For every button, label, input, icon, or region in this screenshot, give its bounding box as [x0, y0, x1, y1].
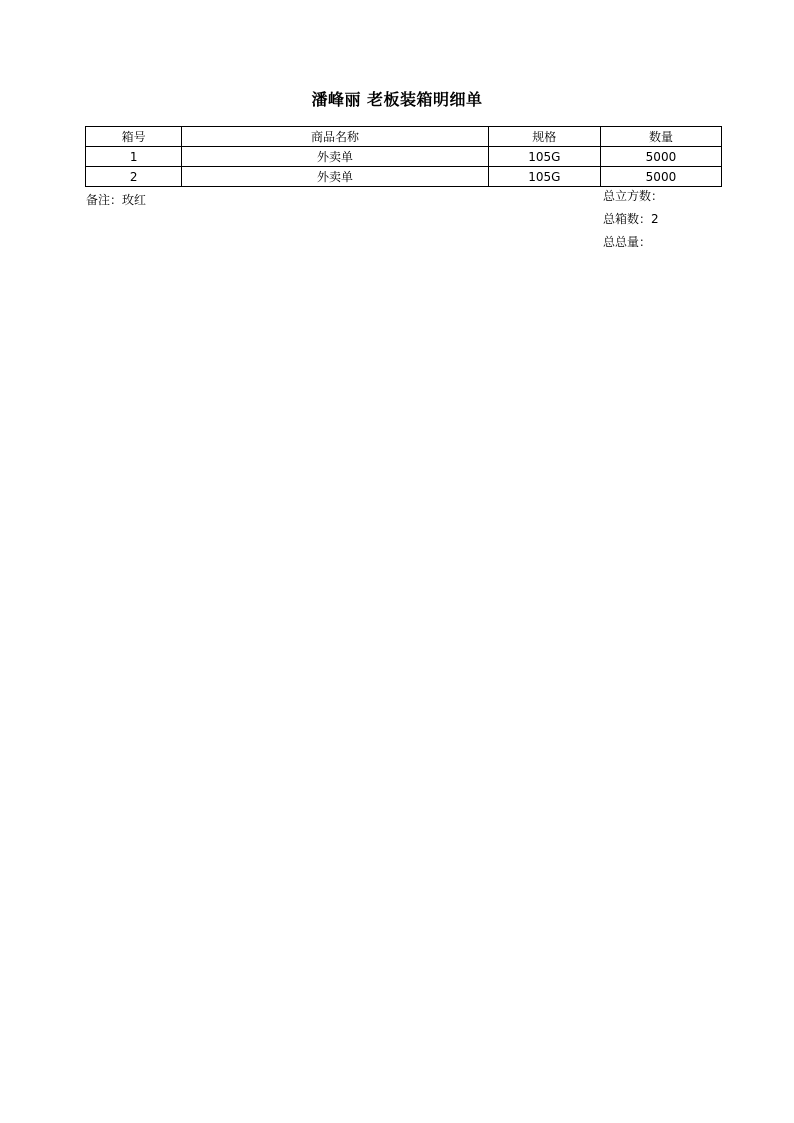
cell-quantity: 5000 [600, 147, 721, 167]
total-boxes: 总箱数：2 [603, 212, 659, 226]
packing-table [85, 126, 722, 187]
cell-spec: 105G [488, 167, 600, 187]
remark-note: 备注：玫红 [86, 193, 147, 207]
total-volume: 总立方数： [603, 189, 664, 203]
table-row [86, 147, 722, 167]
header-box-number: 箱号 [86, 127, 182, 147]
header-product-name: 商品名称 [182, 127, 488, 147]
table-row [86, 167, 722, 187]
header-quantity: 数量 [600, 127, 721, 147]
cell-quantity: 5000 [600, 167, 721, 187]
cell-product-name: 外卖单 [182, 147, 488, 167]
cell-spec: 105G [488, 147, 600, 167]
table-header-row [86, 127, 722, 147]
cell-box-number: 1 [86, 147, 182, 167]
total-weight: 总总量： [603, 235, 652, 249]
cell-box-number: 2 [86, 167, 182, 187]
header-spec: 规格 [488, 127, 600, 147]
totals-block [603, 188, 663, 257]
document-title: 潘峰丽 老板装箱明细单 [311, 90, 483, 109]
cell-product-name: 外卖单 [182, 167, 488, 187]
